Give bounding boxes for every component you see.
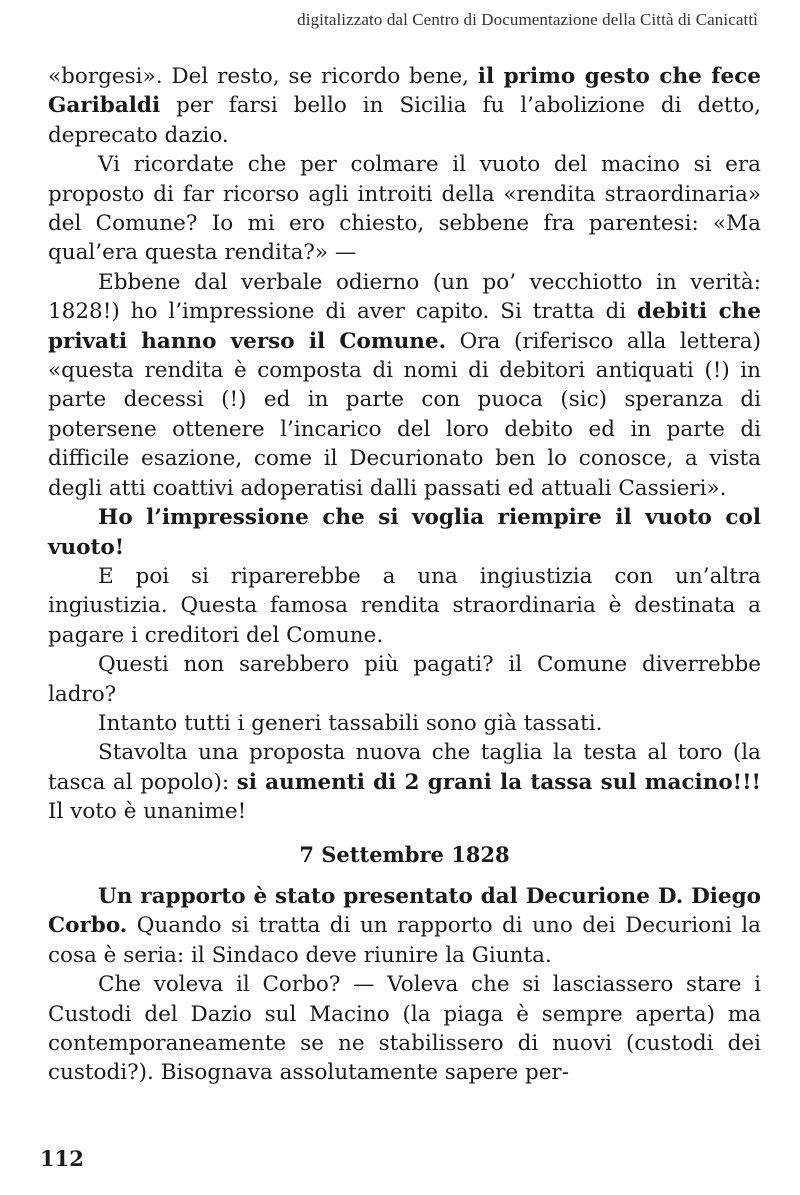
- p1-text-c: per farsi bello in Sicilia fu l’abolizione di detto, deprecato dazio.: [48, 93, 761, 148]
- digitization-watermark: digitalizzato dal Centro di Documentazione della Città di Canicattì: [297, 10, 758, 29]
- page-number: 112: [40, 1146, 84, 1171]
- paragraph-6: Questi non sarebbero più pagati? il Comune diverrebbe ladro?: [48, 652, 761, 707]
- p4-bold: Ho l’impressione che si voglia riempire il vuoto col vuoto!: [48, 505, 761, 560]
- p3-text-a: Ebbene dal verbale odierno (un po’ vecchiotto in verità: 1828!) ho l’impressione di aver capito. Si tratta di: [48, 269, 761, 325]
- p8-text-a: Stavolta una proposta nuova che taglia la testa al toro (la tasca al popolo):: [48, 740, 761, 795]
- p3-bold: debiti che privati hanno verso il Comune.: [48, 299, 761, 354]
- date-heading: 7 Settembre 1828: [299, 841, 510, 867]
- paragraph-7: Intanto tutti i generi tassabili sono già tassati.: [98, 710, 603, 736]
- paragraph-10: Che voleva il Corbo? — Voleva che si lasciassero stare i Custodi del Dazio sul Macino (la piaga è sempre aperta) ma contemporaneamente se ne stabilissero di nuovi (custodi dei custodi?). Bisognava assolutamente sapere per-: [48, 972, 761, 1086]
- p8-bold: si aumenti di 2 grani la tassa sul macino!!!: [236, 769, 761, 795]
- p8-text-c: Il voto è unanime!: [48, 799, 247, 825]
- p9-bold: Un rapporto è stato presentato dal Decurione D. Diego Corbo.: [48, 883, 761, 939]
- paragraph-9: [48, 882, 761, 970]
- p1-text-a: «borgesi». Del resto, se ricordo bene,: [48, 64, 478, 89]
- paragraph-4: [48, 503, 761, 562]
- paragraph-1: [48, 62, 761, 150]
- paragraph-5: E poi si riparerebbe a una ingiustizia con un’altra ingiustizia. Questa famosa rendita straordinaria è destinata a pagare i creditori del Comune.: [48, 563, 761, 648]
- paragraph-3: [48, 268, 761, 503]
- page-body: [48, 62, 761, 1088]
- paragraph-8: [48, 738, 761, 826]
- p1-bold: il primo gesto che fece Garibaldi: [48, 64, 761, 119]
- paragraph-2: Vi ricordate che per colmare il vuoto del macino si era proposto di far ricorso agli introiti della «rendita straordinaria» del Comune? Io mi ero chiesto, sebbene fra parentesi: «Ma qual’era questa rendita?» —: [48, 152, 761, 266]
- p9-text-b: Quando si tratta di un rapporto di uno dei Decurioni la cosa è seria: il Sindaco deve riunire la Giunta.: [48, 913, 761, 968]
- p3-text-c: Ora (riferisco alla lettera) «questa rendita è composta di nomi di debitori antiquati (!) in parte decessi (!) ed in parte con puoca (sic) speranza di potersene ottenere l’incarico del loro debito ed in parte di difficile esazione, come il Decurionato ben lo conosce, a vista degli atti coattivi adoperatisi dalli passati ed attuali Cassieri».: [48, 328, 761, 501]
